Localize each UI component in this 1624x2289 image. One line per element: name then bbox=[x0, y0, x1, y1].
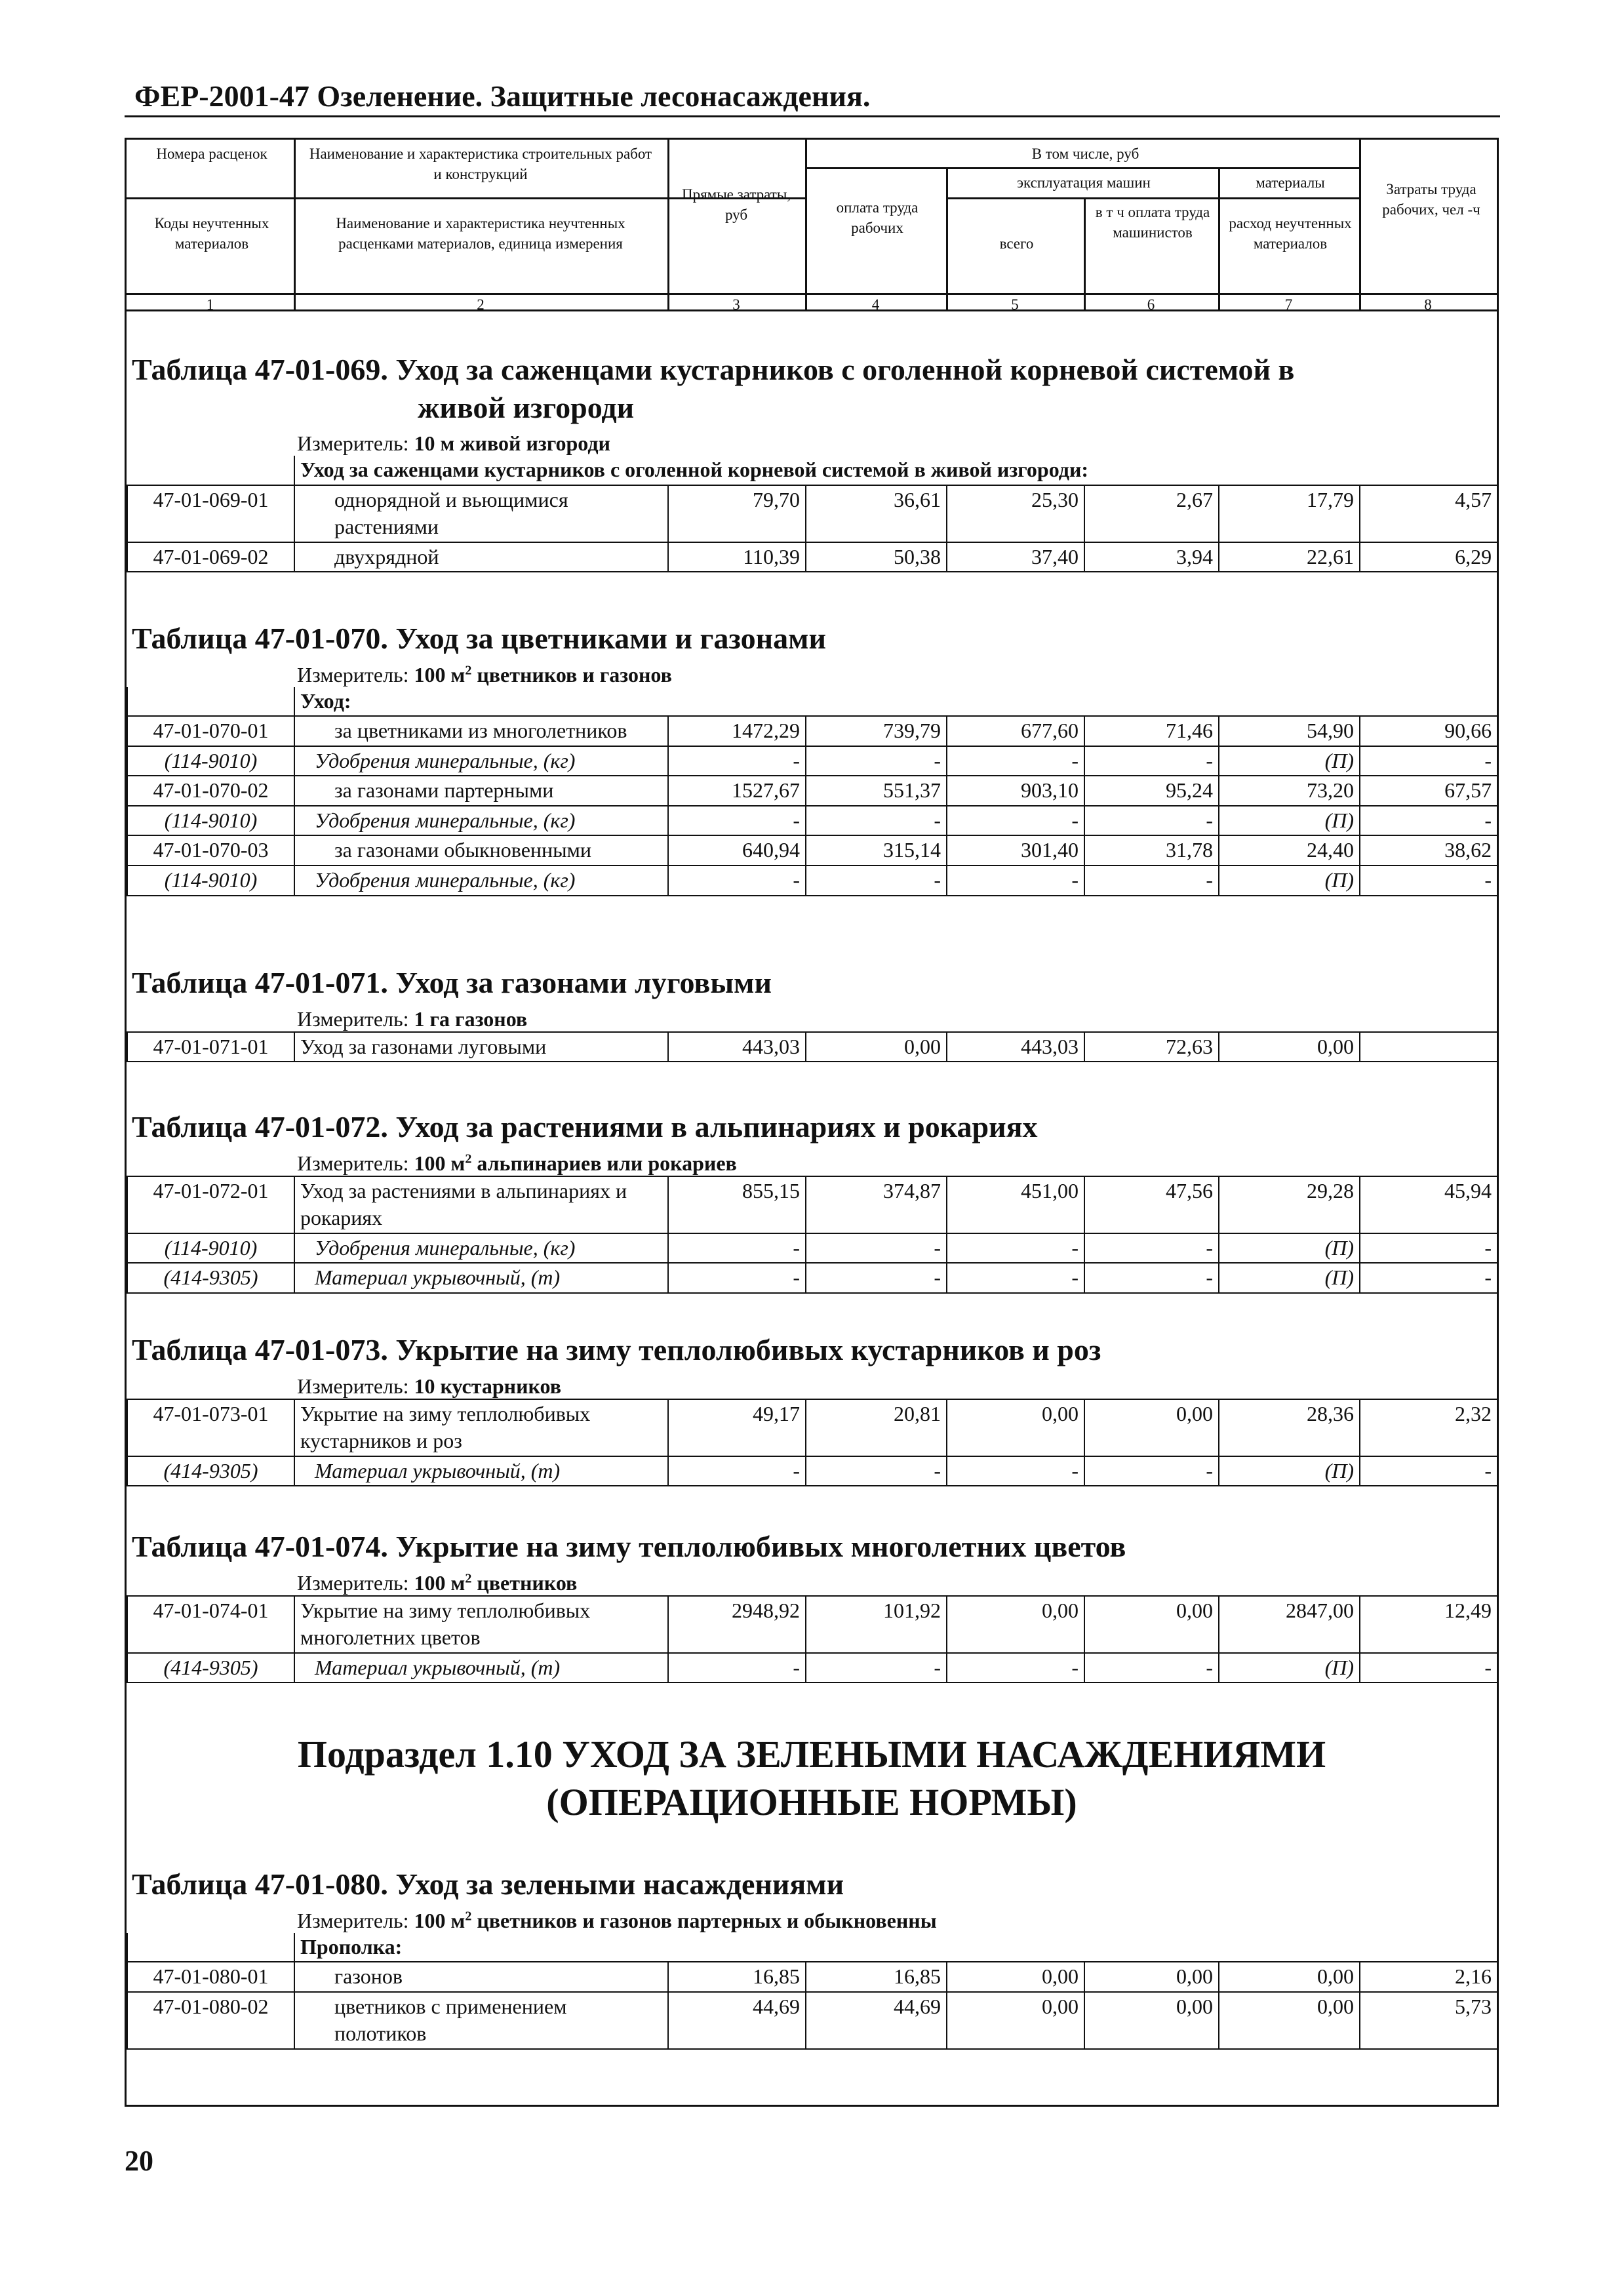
col-number: 7 bbox=[1284, 296, 1293, 313]
table-47-01-072 bbox=[127, 1108, 1497, 1294]
rates-table bbox=[127, 1595, 1498, 1684]
subsection-line: Подраздел 1.10 УХОД ЗА ЗЕЛЕНЫМИ НАСАЖДЕНИЯМИ bbox=[297, 1733, 1326, 1776]
table-cell: - bbox=[1084, 1653, 1219, 1683]
table-cell: 47-01-069-02 bbox=[127, 542, 294, 572]
table-cell: 5,73 bbox=[1360, 1992, 1497, 2049]
measure: Измеритель: 10 м живой изгороди bbox=[297, 431, 610, 455]
machines-heading: эксплуатация машин bbox=[1017, 174, 1151, 191]
table-cell: 2,32 bbox=[1360, 1399, 1497, 1456]
table-cell: (114-9010) bbox=[127, 806, 294, 836]
subsection-line: (ОПЕРАЦИОННЫЕ НОРМЫ) bbox=[546, 1780, 1077, 1823]
table-cell: - bbox=[1360, 806, 1497, 836]
table-cell: Материал укрывочный, (т) bbox=[294, 1263, 668, 1293]
table-cell: 28,36 bbox=[1219, 1399, 1360, 1456]
col2-top-heading: Наименование и характеристика строительных работ и конструкций bbox=[309, 146, 652, 183]
table-cell: - bbox=[668, 806, 806, 836]
table-cell: 47-01-074-01 bbox=[127, 1596, 294, 1653]
rates-table bbox=[127, 456, 1498, 572]
col-divider bbox=[294, 140, 296, 311]
table-cell: 2948,92 bbox=[668, 1596, 806, 1653]
table-cell: - bbox=[806, 806, 947, 836]
table-cell: за цветниками из многолетников bbox=[294, 716, 668, 746]
table-cell: 72,63 bbox=[1084, 1032, 1219, 1062]
table-cell: (П) bbox=[1219, 1653, 1360, 1683]
column-header bbox=[125, 138, 1499, 311]
table-cell: (П) bbox=[1219, 866, 1360, 896]
table-cell: 0,00 bbox=[1219, 1992, 1360, 2049]
table-cell: 90,66 bbox=[1360, 716, 1497, 746]
table-cell: 640,94 bbox=[668, 835, 806, 866]
table-cell: 47-01-080-01 bbox=[127, 1962, 294, 1992]
table-row bbox=[127, 776, 1497, 806]
table-row bbox=[127, 485, 1497, 542]
table-cell: - bbox=[1084, 1233, 1219, 1264]
table-cell: - bbox=[1360, 1653, 1497, 1683]
table-cell: - bbox=[668, 746, 806, 776]
table-cell: - bbox=[1360, 1456, 1497, 1486]
table-cell: - bbox=[1360, 1233, 1497, 1264]
group-label: Уход: bbox=[294, 687, 1497, 717]
table-cell: - bbox=[1360, 1263, 1497, 1293]
table-cell: 16,85 bbox=[668, 1962, 806, 1992]
table-cell: 4,57 bbox=[1360, 485, 1497, 542]
rates-table bbox=[127, 687, 1498, 896]
table-cell: 67,57 bbox=[1360, 776, 1497, 806]
table-cell: цветников с применением полотиков bbox=[294, 1992, 668, 2049]
table-title: Таблица 47-01-080. Уход за зелеными насаждениями bbox=[132, 1867, 844, 1901]
table-cell: - bbox=[947, 1653, 1084, 1683]
measure: Измеритель: 100 $м^2$ альпинариев или рокариев bbox=[297, 1151, 737, 1175]
table-cell: 12,49 bbox=[1360, 1596, 1497, 1653]
table-cell: 301,40 bbox=[947, 835, 1084, 866]
table-cell: (414-9305) bbox=[127, 1456, 294, 1486]
col-number: 8 bbox=[1424, 296, 1432, 313]
table-cell bbox=[127, 1933, 294, 1962]
table-cell: 31,78 bbox=[1084, 835, 1219, 866]
table-cell: Удобрения минеральные, (кг) bbox=[294, 746, 668, 776]
table-cell: 2,67 bbox=[1084, 485, 1219, 542]
table-cell: Уход за растениями в альпинариях и рокариях bbox=[294, 1176, 668, 1233]
table-cell: 47,56 bbox=[1084, 1176, 1219, 1233]
col-number: 4 bbox=[871, 296, 880, 313]
table-cell: 79,70 bbox=[668, 485, 806, 542]
table-row bbox=[127, 1176, 1497, 1233]
table-cell: 739,79 bbox=[806, 716, 947, 746]
table-cell: 0,00 bbox=[1219, 1032, 1360, 1062]
header-split bbox=[805, 167, 1359, 169]
col7-heading: расход неучтенных материалов bbox=[1229, 215, 1352, 252]
measure: Измеритель: 100 $м^2$ цветников bbox=[297, 1570, 578, 1595]
table-cell: - bbox=[947, 866, 1084, 896]
table-cell: 47-01-069-01 bbox=[127, 485, 294, 542]
table-cell: 95,24 bbox=[1084, 776, 1219, 806]
table-cell: 551,37 bbox=[806, 776, 947, 806]
table-cell: 37,40 bbox=[947, 542, 1084, 572]
col1-bottom-heading: Коды неучтенных материалов bbox=[154, 215, 269, 252]
table-title: Таблица 47-01-069. Уход за саженцами кустарников с оголенной корневой системой в живой изгороди bbox=[132, 353, 1295, 424]
table-cell: за газонами партерными bbox=[294, 776, 668, 806]
material-row bbox=[127, 1653, 1497, 1683]
table-cell: 0,00 bbox=[806, 1032, 947, 1062]
table-cell: 47-01-080-02 bbox=[127, 1992, 294, 2049]
table-cell: 677,60 bbox=[947, 716, 1084, 746]
table-cell: 16,85 bbox=[806, 1962, 947, 1992]
table-cell: Удобрения минеральные, (кг) bbox=[294, 806, 668, 836]
table-row bbox=[127, 716, 1497, 746]
table-cell: 0,00 bbox=[947, 1992, 1084, 2049]
table-cell: 38,62 bbox=[1360, 835, 1497, 866]
table-cell: - bbox=[947, 806, 1084, 836]
header-split bbox=[946, 197, 1359, 199]
table-cell: 101,92 bbox=[806, 1596, 947, 1653]
table-cell: 47-01-070-02 bbox=[127, 776, 294, 806]
table-cell: 443,03 bbox=[947, 1032, 1084, 1062]
col-divider bbox=[667, 140, 669, 311]
table-cell: - bbox=[947, 1263, 1084, 1293]
table-cell: (П) bbox=[1219, 1263, 1360, 1293]
table-cell: - bbox=[668, 1653, 806, 1683]
table-cell: 44,69 bbox=[806, 1992, 947, 2049]
table-cell: 25,30 bbox=[947, 485, 1084, 542]
table-cell: 20,81 bbox=[806, 1399, 947, 1456]
table-cell: - bbox=[806, 1456, 947, 1486]
table-cell: 374,87 bbox=[806, 1176, 947, 1233]
table-cell: 2,16 bbox=[1360, 1962, 1497, 1992]
table-cell: - bbox=[1084, 806, 1219, 836]
measure: Измеритель: 100 $м^2$ цветников и газонов bbox=[297, 662, 672, 687]
table-cell: 17,79 bbox=[1219, 485, 1360, 542]
measure: Измеритель: 1 га газонов bbox=[297, 1006, 528, 1031]
table-cell: - bbox=[668, 1233, 806, 1264]
table-47-01-070 bbox=[127, 620, 1497, 896]
table-cell: 315,14 bbox=[806, 835, 947, 866]
table-cell: 0,00 bbox=[1219, 1962, 1360, 1992]
rates-table bbox=[127, 1031, 1498, 1063]
table-cell bbox=[1360, 1032, 1497, 1062]
page-number: 20 bbox=[125, 2145, 153, 2177]
col4-heading: оплата труда рабочих bbox=[836, 199, 919, 237]
table-cell: 71,46 bbox=[1084, 716, 1219, 746]
material-row bbox=[127, 1233, 1497, 1264]
table-cell: 47-01-070-01 bbox=[127, 716, 294, 746]
table-cell: - bbox=[668, 1456, 806, 1486]
table-cell: - bbox=[806, 1233, 947, 1264]
table-row bbox=[127, 1032, 1497, 1062]
table-cell: (П) bbox=[1219, 806, 1360, 836]
table-cell: 22,61 bbox=[1219, 542, 1360, 572]
table-cell: 47-01-070-03 bbox=[127, 835, 294, 866]
table-cell: - bbox=[1084, 746, 1219, 776]
col-number: 1 bbox=[206, 296, 214, 313]
table-row bbox=[127, 1399, 1497, 1456]
col-divider bbox=[1218, 169, 1220, 311]
col-divider bbox=[946, 169, 948, 311]
col-group-heading: В том числе, руб bbox=[1031, 146, 1139, 162]
table-cell: - bbox=[668, 866, 806, 896]
table-cell: 29,28 bbox=[1219, 1176, 1360, 1233]
table-cell: 44,69 bbox=[668, 1992, 806, 2049]
table-47-01-069 bbox=[127, 351, 1497, 572]
table-cell: - bbox=[1084, 1263, 1219, 1293]
table-title: Таблица 47-01-074. Укрытие на зиму теплолюбивых многолетних цветов bbox=[132, 1530, 1126, 1563]
table-cell: 0,00 bbox=[947, 1399, 1084, 1456]
rates-table bbox=[127, 1933, 1498, 2050]
rates-table bbox=[127, 1176, 1498, 1294]
rates-table bbox=[127, 1399, 1498, 1487]
material-row bbox=[127, 806, 1497, 836]
table-cell: 36,61 bbox=[806, 485, 947, 542]
col-number: 5 bbox=[1011, 296, 1019, 313]
table-cell: 73,20 bbox=[1219, 776, 1360, 806]
table-cell: 3,94 bbox=[1084, 542, 1219, 572]
table-cell: - bbox=[1084, 1456, 1219, 1486]
table-cell: - bbox=[806, 1263, 947, 1293]
table-cell: 6,29 bbox=[1360, 542, 1497, 572]
table-cell: 45,94 bbox=[1360, 1176, 1497, 1233]
col5-heading: всего bbox=[999, 235, 1034, 252]
table-cell: 903,10 bbox=[947, 776, 1084, 806]
table-cell: 0,00 bbox=[1084, 1962, 1219, 1992]
running-head: ФЕР-2001-47 Озеленение. Защитные лесонасаждения. bbox=[134, 79, 871, 113]
table-title: Таблица 47-01-071. Уход за газонами луговыми bbox=[132, 966, 772, 999]
table-cell: 0,00 bbox=[947, 1962, 1084, 1992]
table-cell: 47-01-071-01 bbox=[127, 1032, 294, 1062]
table-cell: 2847,00 bbox=[1219, 1596, 1360, 1653]
table-title: Таблица 47-01-073. Укрытие на зиму теплолюбивых кустарников и роз bbox=[132, 1333, 1101, 1366]
table-cell: - bbox=[947, 1456, 1084, 1486]
table-row bbox=[127, 835, 1497, 866]
col8-heading: Затраты труда рабочих, чел -ч bbox=[1382, 181, 1480, 218]
table-title: Таблица 47-01-070. Уход за цветниками и газонами bbox=[132, 622, 826, 655]
col-number: 6 bbox=[1147, 296, 1155, 313]
table-cell: (П) bbox=[1219, 1233, 1360, 1264]
subsection-heading bbox=[127, 1731, 1497, 1826]
table-cell: двухрядной bbox=[294, 542, 668, 572]
table-cell: (414-9305) bbox=[127, 1653, 294, 1683]
table-cell: 54,90 bbox=[1219, 716, 1360, 746]
header-rule bbox=[125, 115, 1500, 117]
table-cell: Укрытие на зиму теплолюбивых кустарников и роз bbox=[294, 1399, 668, 1456]
table-cell: газонов bbox=[294, 1962, 668, 1992]
table-cell: - bbox=[668, 1263, 806, 1293]
table-cell: - bbox=[806, 1653, 947, 1683]
material-row bbox=[127, 1456, 1497, 1486]
table-cell: (114-9010) bbox=[127, 1233, 294, 1264]
group-label: Уход за саженцами кустарников с оголенной корневой системой в живой изгороди: bbox=[294, 456, 1497, 485]
col1-top-heading: Номера расценок bbox=[156, 146, 267, 162]
col-number: 2 bbox=[477, 296, 485, 313]
col2-bottom-heading: Наименование и характеристика неучтенных расценками материалов, единица измерения bbox=[336, 215, 625, 252]
table-cell: (114-9010) bbox=[127, 746, 294, 776]
col-number: 3 bbox=[732, 296, 740, 313]
table-cell bbox=[127, 687, 294, 717]
col-divider bbox=[1359, 140, 1361, 311]
material-row bbox=[127, 1263, 1497, 1293]
measure: Измеритель: 10 кустарников bbox=[297, 1374, 561, 1398]
table-row bbox=[127, 1596, 1497, 1653]
table-row bbox=[127, 1992, 1497, 2049]
col3-heading: Прямые затраты, руб bbox=[681, 186, 791, 224]
col-divider bbox=[805, 140, 807, 311]
table-cell bbox=[127, 456, 294, 485]
table-cell: Удобрения минеральные, (кг) bbox=[294, 866, 668, 896]
table-47-01-074 bbox=[127, 1528, 1497, 1683]
table-cell: 451,00 bbox=[947, 1176, 1084, 1233]
measure: Измеритель: 100 $м^2$ цветников и газонов партерных и обыкновенны bbox=[297, 1908, 937, 1932]
table-cell: (414-9305) bbox=[127, 1263, 294, 1293]
table-row bbox=[127, 1962, 1497, 1992]
table-cell: Укрытие на зиму теплолюбивых многолетних цветов bbox=[294, 1596, 668, 1653]
table-cell: 110,39 bbox=[668, 542, 806, 572]
table-cell: 49,17 bbox=[668, 1399, 806, 1456]
table-cell: за газонами обыкновенными bbox=[294, 835, 668, 866]
table-47-01-071 bbox=[127, 964, 1497, 1062]
table-cell: - bbox=[947, 746, 1084, 776]
table-cell: Удобрения минеральные, (кг) bbox=[294, 1233, 668, 1264]
table-cell: - bbox=[1084, 866, 1219, 896]
table-cell: (П) bbox=[1219, 746, 1360, 776]
table-cell: - bbox=[1360, 866, 1497, 896]
table-cell: (П) bbox=[1219, 1456, 1360, 1486]
table-cell: 0,00 bbox=[947, 1596, 1084, 1653]
table-cell: Уход за газонами луговыми bbox=[294, 1032, 668, 1062]
table-cell: 0,00 bbox=[1084, 1992, 1219, 2049]
table-cell: 24,40 bbox=[1219, 835, 1360, 866]
materials-heading: материалы bbox=[1256, 174, 1325, 191]
table-title: Таблица 47-01-072. Уход за растениями в альпинариях и рокариях bbox=[132, 1110, 1038, 1144]
table-cell: 443,03 bbox=[668, 1032, 806, 1062]
table-cell: - bbox=[947, 1233, 1084, 1264]
table-cell: 0,00 bbox=[1084, 1596, 1219, 1653]
col6-heading: в т ч оплата труда машинистов bbox=[1095, 204, 1210, 241]
group-label: Прополка: bbox=[294, 1933, 1497, 1962]
table-cell: - bbox=[806, 746, 947, 776]
table-cell: Материал укрывочный, (т) bbox=[294, 1456, 668, 1486]
table-row bbox=[127, 542, 1497, 572]
table-47-01-080 bbox=[127, 1865, 1497, 2050]
table-cell: 855,15 bbox=[668, 1176, 806, 1233]
table-cell: 47-01-073-01 bbox=[127, 1399, 294, 1456]
material-row bbox=[127, 866, 1497, 896]
table-cell: (114-9010) bbox=[127, 866, 294, 896]
table-cell: 0,00 bbox=[1084, 1399, 1219, 1456]
table-cell: 1527,67 bbox=[668, 776, 806, 806]
table-cell: - bbox=[1360, 746, 1497, 776]
table-cell: - bbox=[806, 866, 947, 896]
table-cell: однорядной и вьющимися растениями bbox=[294, 485, 668, 542]
table-cell: Материал укрывочный, (т) bbox=[294, 1653, 668, 1683]
table-47-01-073 bbox=[127, 1331, 1497, 1486]
table-cell: 1472,29 bbox=[668, 716, 806, 746]
table-cell: 47-01-072-01 bbox=[127, 1176, 294, 1233]
table-cell: 50,38 bbox=[806, 542, 947, 572]
material-row bbox=[127, 746, 1497, 776]
